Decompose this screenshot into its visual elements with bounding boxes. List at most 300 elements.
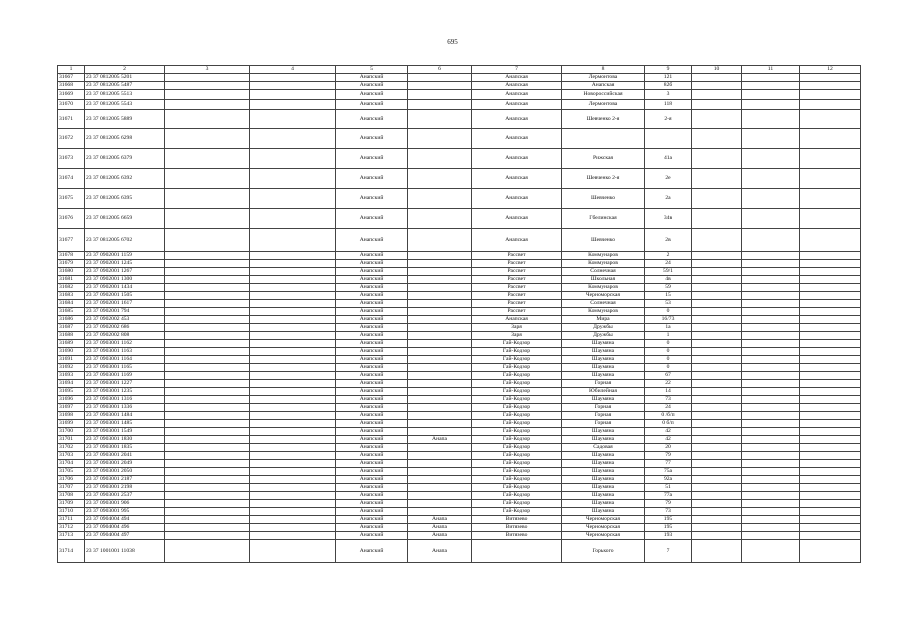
table-cell [250, 229, 336, 252]
table-cell [742, 412, 800, 420]
table-cell [800, 348, 861, 356]
table-row [58, 428, 861, 436]
table-cell [692, 324, 742, 332]
table-cell [742, 129, 800, 149]
table-cell: 31669 [58, 90, 85, 100]
table-cell [250, 316, 336, 324]
table-cell [408, 460, 472, 468]
table-cell: Анапский [336, 468, 408, 476]
table-cell: Витязево [472, 524, 562, 532]
table-cell: 79 [645, 500, 692, 508]
table-cell: 31701 [58, 436, 85, 444]
table-cell [250, 460, 336, 468]
table-cell [742, 316, 800, 324]
table-cell [408, 260, 472, 268]
table-cell [408, 476, 472, 484]
table-cell: 14 [645, 388, 692, 396]
table-cell [408, 229, 472, 252]
table-cell [800, 100, 861, 110]
table-cell: Анапский [336, 260, 408, 268]
registry-table [57, 65, 861, 563]
table-cell: Анапский [336, 308, 408, 316]
table-cell: Гай-Кодзор [472, 388, 562, 396]
table-row [58, 169, 861, 189]
table-cell: 31677 [58, 229, 85, 252]
table-cell: 73 [645, 508, 692, 516]
column-header: 9 [645, 66, 692, 74]
table-cell: 2 [645, 252, 692, 260]
table-cell [800, 276, 861, 284]
table-cell [692, 356, 742, 364]
table-cell: Рассвет [472, 260, 562, 268]
table-cell [800, 492, 861, 500]
table-cell: Анапский [336, 189, 408, 209]
table-cell [250, 149, 336, 169]
table-cell: 2в [645, 229, 692, 252]
table-cell [408, 300, 472, 308]
table-cell: 31679 [58, 260, 85, 268]
table-cell [408, 452, 472, 460]
table-cell: 0 [645, 340, 692, 348]
table-cell: 195 [645, 516, 692, 524]
table-cell [250, 348, 336, 356]
table-cell [800, 284, 861, 292]
table-row [58, 508, 861, 516]
table-cell: 195 [645, 524, 692, 532]
table-cell [408, 404, 472, 412]
table-cell: Анапский [336, 356, 408, 364]
column-header: 2 [85, 66, 165, 74]
table-cell [800, 388, 861, 396]
table-cell: Рассвет [472, 300, 562, 308]
table-cell: Гай-Кодзор [472, 476, 562, 484]
table-row [58, 252, 861, 260]
table-cell [742, 524, 800, 532]
table-cell [692, 209, 742, 229]
table-cell: Анапский [336, 524, 408, 532]
table-cell [250, 404, 336, 412]
table-cell [692, 508, 742, 516]
table-cell [742, 276, 800, 284]
table-cell [800, 90, 861, 100]
table-cell: 22 [645, 380, 692, 388]
table-cell [742, 110, 800, 129]
table-cell: Горная [562, 412, 645, 420]
table-cell [165, 492, 250, 500]
table-cell [165, 268, 250, 276]
table-cell: Анапская [472, 110, 562, 129]
table-cell [408, 484, 472, 492]
table-cell [692, 300, 742, 308]
table-cell [165, 396, 250, 404]
table-cell: 31686 [58, 316, 85, 324]
table-cell: Анапский [336, 460, 408, 468]
table-cell [250, 372, 336, 380]
table-cell: Анапский [336, 532, 408, 540]
table-cell: 31675 [58, 189, 85, 209]
table-row [58, 436, 861, 444]
table-cell: 53 [645, 300, 692, 308]
table-cell [692, 524, 742, 532]
table-cell: 31668 [58, 82, 85, 90]
table-cell [800, 209, 861, 229]
table-cell: 23 37 0902001 1434 [85, 284, 165, 292]
table-cell [250, 276, 336, 284]
table-cell: Анапский [336, 316, 408, 324]
table-cell [165, 460, 250, 468]
table-cell: Солнечная [562, 300, 645, 308]
table-cell: 23 37 0903001 1164 [85, 356, 165, 364]
table-cell: Горная [562, 380, 645, 388]
table-cell [408, 82, 472, 90]
table-cell [742, 332, 800, 340]
table-cell [742, 324, 800, 332]
table-cell: Гай-Кодзор [472, 412, 562, 420]
table-cell [250, 516, 336, 524]
table-cell: 23 37 0812005 6702 [85, 229, 165, 252]
table-cell [165, 412, 250, 420]
table-cell [742, 284, 800, 292]
table-cell [800, 460, 861, 468]
table-cell [250, 396, 336, 404]
table-cell [742, 516, 800, 524]
table-cell [692, 492, 742, 500]
table-cell [250, 436, 336, 444]
table-cell [692, 340, 742, 348]
table-cell [165, 516, 250, 524]
table-cell: 0 б/п [645, 420, 692, 428]
table-cell [408, 308, 472, 316]
table-cell [165, 209, 250, 229]
table-cell [250, 508, 336, 516]
table-cell: Шаумяна [562, 428, 645, 436]
table-cell [408, 74, 472, 82]
table-cell [692, 149, 742, 169]
table-cell: 31684 [58, 300, 85, 308]
table-cell [742, 388, 800, 396]
table-row [58, 516, 861, 524]
table-cell: Шаумяна [562, 508, 645, 516]
table-row [58, 412, 861, 420]
table-cell [165, 300, 250, 308]
table-cell [165, 428, 250, 436]
table-cell [692, 74, 742, 82]
table-cell: 0 [645, 364, 692, 372]
table-row [58, 260, 861, 268]
table-cell [692, 284, 742, 292]
table-cell [408, 372, 472, 380]
table-cell: Шаумяна [562, 492, 645, 500]
table-cell: Анапа [408, 516, 472, 524]
table-cell: 31699 [58, 420, 85, 428]
column-header: 12 [800, 66, 861, 74]
table-cell: Анапа [408, 436, 472, 444]
table-cell: Шаумяна [562, 356, 645, 364]
table-cell [800, 444, 861, 452]
table-cell: Анапа [408, 532, 472, 540]
table-cell [800, 74, 861, 82]
column-header: 5 [336, 66, 408, 74]
table-row [58, 348, 861, 356]
table-cell [800, 468, 861, 476]
table-cell: 31678 [58, 252, 85, 260]
table-cell: Солнечная [562, 268, 645, 276]
table-cell: 31707 [58, 484, 85, 492]
table-cell [800, 476, 861, 484]
table-cell: 23 37 0812005 5487 [85, 82, 165, 90]
table-cell [800, 404, 861, 412]
table-cell: 2е [645, 169, 692, 189]
table-cell: 31673 [58, 149, 85, 169]
table-cell [742, 444, 800, 452]
table-cell: 31676 [58, 209, 85, 229]
table-cell [692, 388, 742, 396]
table-cell: 23 37 0903001 2049 [85, 460, 165, 468]
table-cell [800, 540, 861, 563]
table-cell: Шаумяна [562, 364, 645, 372]
table-cell: 31711 [58, 516, 85, 524]
table-cell: Анапская [472, 74, 562, 82]
table-cell [165, 508, 250, 516]
table-cell [692, 229, 742, 252]
table-cell: 31697 [58, 404, 85, 412]
table-cell: 23 37 0903001 1830 [85, 436, 165, 444]
table-cell: Анапский [336, 300, 408, 308]
table-cell [250, 476, 336, 484]
table-row [58, 460, 861, 468]
table-cell [800, 169, 861, 189]
table-cell [692, 90, 742, 100]
table-cell [742, 460, 800, 468]
table-row [58, 364, 861, 372]
table-cell [742, 356, 800, 364]
table-cell: 23 37 0902001 1617 [85, 300, 165, 308]
table-row [58, 284, 861, 292]
table-cell [165, 308, 250, 316]
table-cell: Рижская [562, 149, 645, 169]
table-cell [742, 380, 800, 388]
table-cell: Анапский [336, 364, 408, 372]
table-cell: Гай-Кодзор [472, 460, 562, 468]
table-row [58, 468, 861, 476]
table-cell: 31681 [58, 276, 85, 284]
table-cell [692, 516, 742, 524]
table-cell [250, 209, 336, 229]
table-cell: 31690 [58, 348, 85, 356]
table-cell: 31682 [58, 284, 85, 292]
table-row [58, 444, 861, 452]
table-cell [742, 340, 800, 348]
table-cell: 0 /б/п [645, 412, 692, 420]
table-row [58, 292, 861, 300]
table-cell [800, 420, 861, 428]
table-cell: Гай-Кодзор [472, 396, 562, 404]
table-cell: 23 37 0903001 1484 [85, 412, 165, 420]
table-cell [408, 252, 472, 260]
table-cell: 3 [645, 90, 692, 100]
table-cell: 31709 [58, 500, 85, 508]
table-row [58, 500, 861, 508]
table-cell: Анапский [336, 420, 408, 428]
table-cell: Дружбы [562, 324, 645, 332]
table-body [58, 74, 861, 563]
table-cell [800, 252, 861, 260]
table-cell: 23 37 0903001 1549 [85, 428, 165, 436]
table-cell: Анапский [336, 284, 408, 292]
table-cell: Рассвет [472, 284, 562, 292]
table-cell: Анапская [562, 82, 645, 90]
table-cell: 31696 [58, 396, 85, 404]
table-row [58, 492, 861, 500]
table-cell: Шевченко [562, 229, 645, 252]
table-cell: Анапская [472, 82, 562, 90]
table-cell [742, 404, 800, 412]
table-cell: 1а [645, 324, 692, 332]
table-cell [408, 209, 472, 229]
table-cell [250, 268, 336, 276]
table-cell [408, 90, 472, 100]
table-cell [800, 340, 861, 348]
table-cell [250, 444, 336, 452]
table-cell [692, 420, 742, 428]
table-cell: 23 37 0902001 1505 [85, 292, 165, 300]
table-cell: Гай-Кодзор [472, 340, 562, 348]
table-cell: Витязево [472, 532, 562, 540]
table-cell: Лермонтова [562, 74, 645, 82]
table-cell [692, 404, 742, 412]
table-row [58, 396, 861, 404]
table-cell [408, 340, 472, 348]
table-cell [742, 532, 800, 540]
table-cell: Шаумяна [562, 468, 645, 476]
table-cell [165, 149, 250, 169]
table-cell: Гай-Кодзор [472, 500, 562, 508]
table-row [58, 540, 861, 563]
table-cell [800, 452, 861, 460]
table-cell [408, 268, 472, 276]
table-cell [742, 396, 800, 404]
table-cell [800, 436, 861, 444]
table-row [58, 532, 861, 540]
table-cell: Анапский [336, 110, 408, 129]
column-header: 6 [408, 66, 472, 74]
table-cell: Анапский [336, 412, 408, 420]
table-cell: Черноморская [562, 532, 645, 540]
table-cell [408, 100, 472, 110]
table-cell: Анапская [472, 90, 562, 100]
table-cell [800, 508, 861, 516]
table-cell [250, 252, 336, 260]
table-cell: Шаумяна [562, 476, 645, 484]
table-cell: 121 [645, 74, 692, 82]
table-cell [742, 540, 800, 563]
table-cell [408, 500, 472, 508]
table-cell: 31704 [58, 460, 85, 468]
table-cell [165, 110, 250, 129]
table-cell: Гай-Кодзор [472, 372, 562, 380]
table-cell: Коммунаров [562, 252, 645, 260]
table-row [58, 100, 861, 110]
table-cell [165, 468, 250, 476]
table-cell: Школьная [562, 276, 645, 284]
table-cell [800, 110, 861, 129]
table-cell: 31713 [58, 532, 85, 540]
table-cell: 23 37 0903001 1235 [85, 388, 165, 396]
table-cell: Садовая [562, 444, 645, 452]
table-cell [800, 396, 861, 404]
table-cell: Коммунаров [562, 260, 645, 268]
table-cell: Анапская [472, 316, 562, 324]
table-cell: 23 37 1001001 11038 [85, 540, 165, 563]
table-cell [165, 532, 250, 540]
table-cell: Анапский [336, 452, 408, 460]
table-cell: 31687 [58, 324, 85, 332]
table-cell: Анапский [336, 252, 408, 260]
table-cell [692, 82, 742, 90]
table-cell [250, 324, 336, 332]
table-cell [800, 332, 861, 340]
table-cell [800, 524, 861, 532]
table-cell [800, 380, 861, 388]
header-row [58, 66, 861, 74]
table-cell: Мира [562, 316, 645, 324]
table-cell [165, 276, 250, 284]
table-cell [800, 324, 861, 332]
table-cell [165, 229, 250, 252]
table-row [58, 324, 861, 332]
table-cell [692, 412, 742, 420]
table-cell [250, 90, 336, 100]
table-cell [742, 372, 800, 380]
table-cell: 2-я [645, 110, 692, 129]
table-cell [408, 129, 472, 149]
table-cell: Рассвет [472, 268, 562, 276]
table-cell: 31695 [58, 388, 85, 396]
table-cell: 193 [645, 532, 692, 540]
table-cell: 23 37 0812005 6298 [85, 129, 165, 149]
table-cell [800, 428, 861, 436]
table-cell: Рассвет [472, 252, 562, 260]
table-row [58, 388, 861, 396]
table-cell: 23 37 0903001 2050 [85, 468, 165, 476]
table-cell: Анапский [336, 428, 408, 436]
table-cell: 16/73 [645, 316, 692, 324]
table-cell [800, 268, 861, 276]
column-header: 4 [250, 66, 336, 74]
table-cell: 23 37 0902001 1245 [85, 260, 165, 268]
table-cell: 77 [645, 460, 692, 468]
table-cell [742, 292, 800, 300]
table-row [58, 149, 861, 169]
table-cell [408, 292, 472, 300]
table-cell [165, 540, 250, 563]
table-cell: 31685 [58, 308, 85, 316]
table-cell [250, 388, 336, 396]
table-cell [800, 189, 861, 209]
table-cell [250, 356, 336, 364]
table-cell [692, 532, 742, 540]
table-cell [692, 484, 742, 492]
table-cell: Гай-Кодзор [472, 508, 562, 516]
table-cell: Рассвет [472, 308, 562, 316]
table-cell: 23 37 0812005 6659 [85, 209, 165, 229]
table-cell: 23 37 0903001 1835 [85, 444, 165, 452]
table-cell [408, 169, 472, 189]
table-cell [165, 332, 250, 340]
table-cell [692, 380, 742, 388]
table-cell [800, 129, 861, 149]
table-cell: Гай-Кодзор [472, 492, 562, 500]
